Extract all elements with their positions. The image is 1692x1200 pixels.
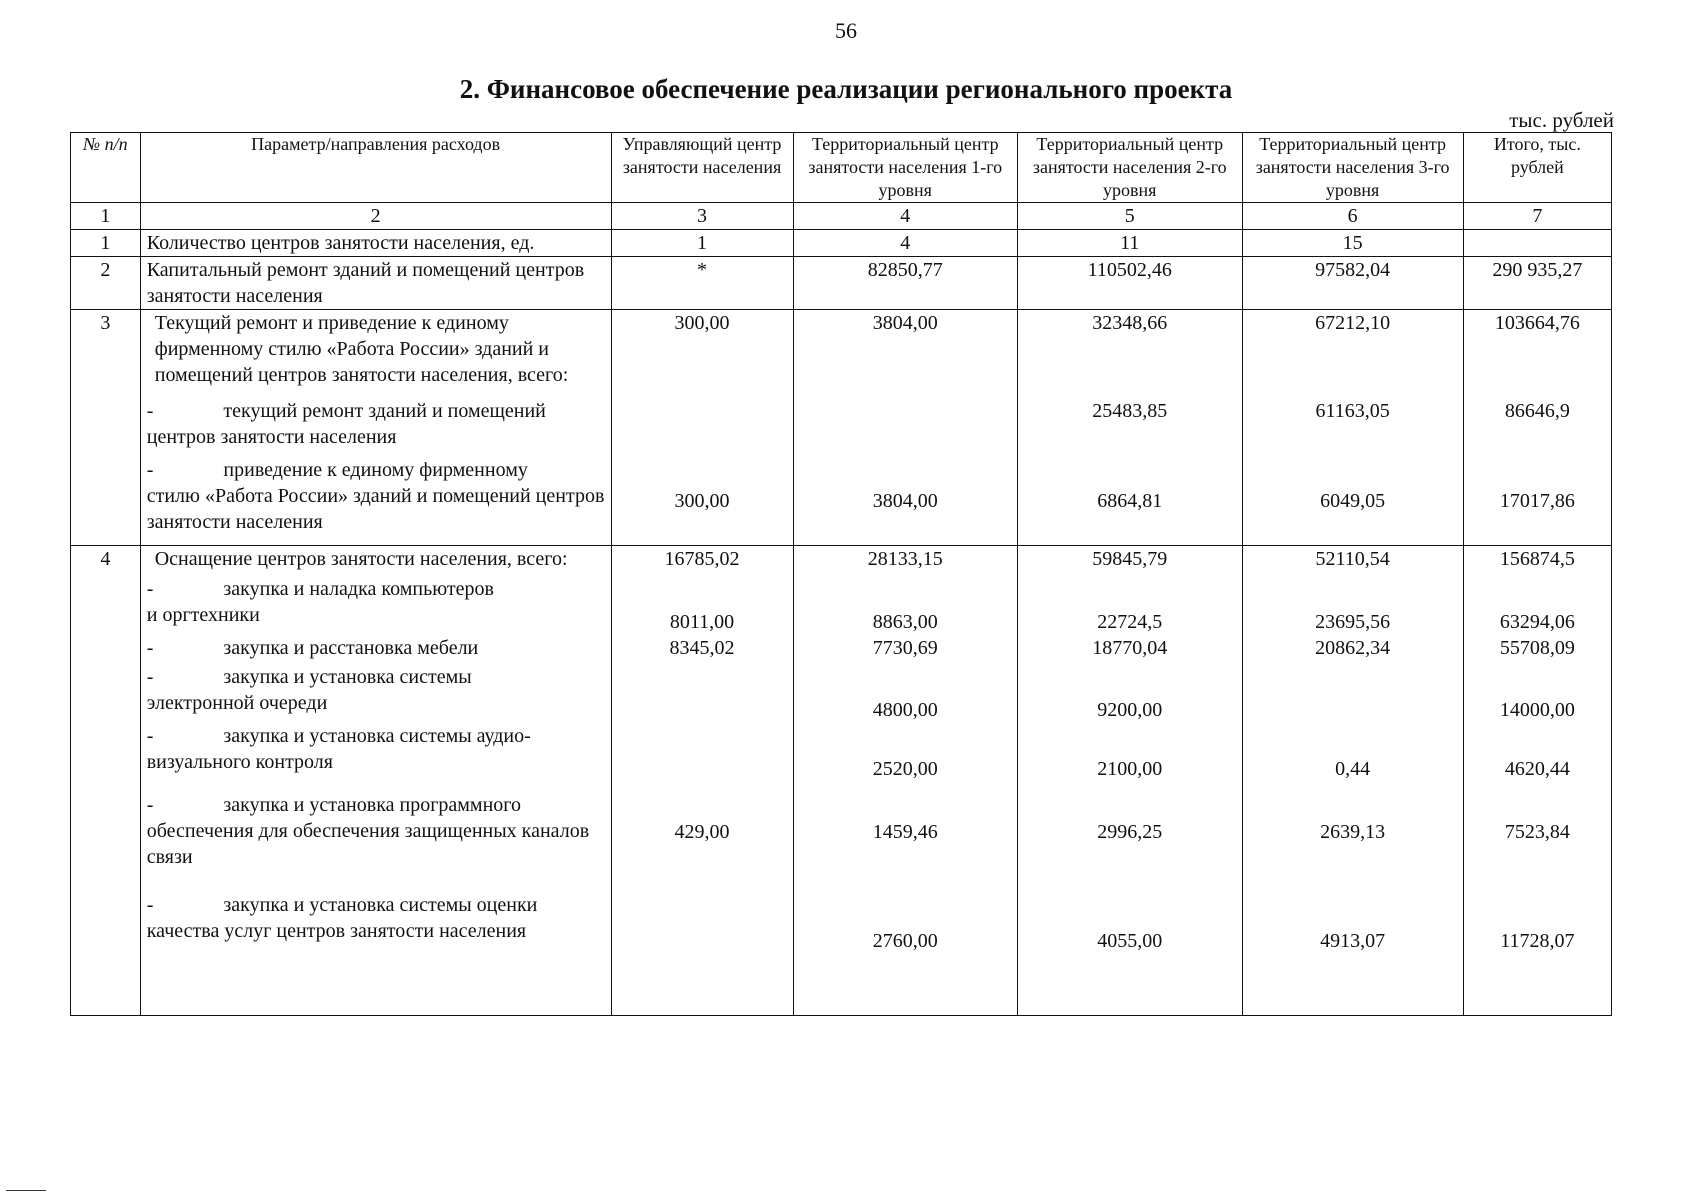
header-level1: Территориальный центр занятости населения 1-го уровня xyxy=(793,133,1018,203)
dash: - xyxy=(146,725,154,747)
cell-c4: 1459,46 xyxy=(793,782,1018,882)
col-number: 4 xyxy=(793,203,1018,230)
cell-c5: 2100,00 xyxy=(1018,723,1243,782)
cell-c3: 429,00 xyxy=(611,782,793,882)
cell-c3: 300,00 xyxy=(611,457,793,546)
cell-c7: 7523,84 xyxy=(1463,782,1611,882)
table-row xyxy=(71,230,1612,257)
dash: - xyxy=(146,577,154,600)
col-number: 5 xyxy=(1018,203,1243,230)
cell-c3 xyxy=(611,398,793,457)
table-row xyxy=(71,257,1612,310)
cell-c5: 6864,81 xyxy=(1018,457,1243,546)
cell-c4: 7730,69 xyxy=(793,635,1018,664)
header-row xyxy=(71,133,1612,203)
cell-c4 xyxy=(793,398,1018,457)
cell-c4: 3804,00 xyxy=(793,310,1018,399)
cell-c4: 2760,00 xyxy=(793,882,1018,1016)
cell-c6: 61163,05 xyxy=(1242,398,1463,457)
cell-c4: 3804,00 xyxy=(793,457,1018,546)
footer-rule xyxy=(6,1190,46,1191)
cell-c3: 1 xyxy=(611,230,793,257)
subrow-name: - закупка и наладка компьютеров и оргтехники xyxy=(140,576,611,635)
table-subrow xyxy=(71,457,1612,546)
header-number: № п/п xyxy=(71,133,141,203)
cell-c6: 4913,07 xyxy=(1242,882,1463,1016)
cell-c7: 103664,76 xyxy=(1463,310,1611,399)
cell-c7: 86646,9 xyxy=(1463,398,1611,457)
subrow-name: - закупка и установка программного обеспечения для обеспечения защищенных каналов связи xyxy=(140,782,611,882)
row-number: 4 xyxy=(71,546,141,1016)
table-subrow xyxy=(71,723,1612,782)
cell-c3: 8345,02 xyxy=(611,635,793,664)
unit-label: тыс. рублей xyxy=(1509,108,1614,132)
subrow-name: - закупка и установка системы электронной очереди xyxy=(140,664,611,723)
cell-c4: 4 xyxy=(793,230,1018,257)
table-subrow xyxy=(71,664,1612,723)
cell-c6: 0,44 xyxy=(1242,723,1463,782)
cell-c6: 67212,10 xyxy=(1242,310,1463,399)
cell-c7: 4620,44 xyxy=(1463,723,1611,782)
section-title: 2. Финансовое обеспечение реализации регионального проекта xyxy=(459,74,1233,104)
dash: - xyxy=(146,793,154,816)
finance-table xyxy=(70,132,1612,1016)
table-subrow xyxy=(71,635,1612,664)
row-name: Оснащение центров занятости населения, всего: xyxy=(140,546,611,576)
header-total: Итого, тыс. рублей xyxy=(1463,133,1611,203)
cell-c5: 59845,79 xyxy=(1018,546,1243,576)
cell-c6: 15 xyxy=(1242,230,1463,257)
cell-c3 xyxy=(611,723,793,782)
cell-c5: 9200,00 xyxy=(1018,664,1243,723)
cell-c3: 16785,02 xyxy=(611,546,793,576)
cell-c5: 18770,04 xyxy=(1018,635,1243,664)
cell-c7: 11728,07 xyxy=(1463,882,1611,1016)
subrow-name: - закупка и установка системы аудио- визуального контроля xyxy=(140,723,611,782)
cell-c5: 11 xyxy=(1018,230,1243,257)
cell-c6: 20862,34 xyxy=(1242,635,1463,664)
col-number: 7 xyxy=(1463,203,1611,230)
cell-c3 xyxy=(611,882,793,1016)
table-row xyxy=(71,310,1612,399)
row-name: Капитальный ремонт зданий и помещений центров занятости населения xyxy=(140,257,611,310)
row-name: Количество центров занятости населения, ед. xyxy=(140,230,611,257)
cell-c5: 110502,46 xyxy=(1018,257,1243,310)
cell-c6: 97582,04 xyxy=(1242,257,1463,310)
header-level2: Территориальный центр занятости населения 2-го уровня xyxy=(1018,133,1243,203)
dash: - xyxy=(146,893,154,916)
column-numbers-row xyxy=(71,203,1612,230)
cell-c5: 2996,25 xyxy=(1018,782,1243,882)
table-subrow xyxy=(71,398,1612,457)
cell-c7: 14000,00 xyxy=(1463,664,1611,723)
table-row xyxy=(71,546,1612,576)
header-parameter: Параметр/направления расходов xyxy=(140,133,611,203)
cell-c4: 28133,15 xyxy=(793,546,1018,576)
cell-c7: 290 935,27 xyxy=(1463,257,1611,310)
row-number: 3 xyxy=(71,310,141,546)
cell-c3: 8011,00 xyxy=(611,576,793,635)
col-number: 2 xyxy=(140,203,611,230)
subrow-name: - текущий ремонт зданий и помещений центров занятости населения xyxy=(140,398,611,457)
dash: - xyxy=(146,636,154,659)
cell-c4: 8863,00 xyxy=(793,576,1018,635)
dash: - xyxy=(146,666,154,689)
dash: - xyxy=(146,400,154,423)
header-level3: Территориальный центр занятости населения 3-го уровня xyxy=(1242,133,1463,203)
subrow-name: - закупка и расстановка мебели xyxy=(140,635,611,664)
cell-c3: * xyxy=(611,257,793,310)
table-subrow xyxy=(71,782,1612,882)
cell-c7: 156874,5 xyxy=(1463,546,1611,576)
cell-c5: 32348,66 xyxy=(1018,310,1243,399)
row-name: Текущий ремонт и приведение к единому фирменному стилю «Работа России» зданий и помещений центров занятости населения, всего: xyxy=(140,310,611,399)
cell-c4: 82850,77 xyxy=(793,257,1018,310)
col-number: 3 xyxy=(611,203,793,230)
col-number: 1 xyxy=(71,203,141,230)
cell-c4: 4800,00 xyxy=(793,664,1018,723)
col-number: 6 xyxy=(1242,203,1463,230)
cell-c6: 23695,56 xyxy=(1242,576,1463,635)
cell-c6 xyxy=(1242,664,1463,723)
subrow-name: - приведение к единому фирменному стилю «Работа России» зданий и помещений центров занятости населения xyxy=(140,457,611,546)
subrow-name: - закупка и установка системы оценки качества услуг центров занятости населения xyxy=(140,882,611,1016)
cell-c4: 2520,00 xyxy=(793,723,1018,782)
cell-c5: 22724,5 xyxy=(1018,576,1243,635)
cell-c6: 2639,13 xyxy=(1242,782,1463,882)
table-subrow xyxy=(71,576,1612,635)
cell-c7: 17017,86 xyxy=(1463,457,1611,546)
header-managing-center: Управляющий центр занятости населения xyxy=(611,133,793,203)
cell-c3 xyxy=(611,664,793,723)
cell-c5: 4055,00 xyxy=(1018,882,1243,1016)
dash: - xyxy=(146,459,154,482)
page-number: 56 xyxy=(835,18,857,43)
row-number: 1 xyxy=(71,230,141,257)
cell-c7: 63294,06 xyxy=(1463,576,1611,635)
cell-c5: 25483,85 xyxy=(1018,398,1243,457)
table-subrow xyxy=(71,882,1612,1016)
cell-c7: 55708,09 xyxy=(1463,635,1611,664)
cell-c6: 6049,05 xyxy=(1242,457,1463,546)
cell-c3: 300,00 xyxy=(611,310,793,399)
cell-c7 xyxy=(1463,230,1611,257)
row-number: 2 xyxy=(71,257,141,310)
cell-c6: 52110,54 xyxy=(1242,546,1463,576)
